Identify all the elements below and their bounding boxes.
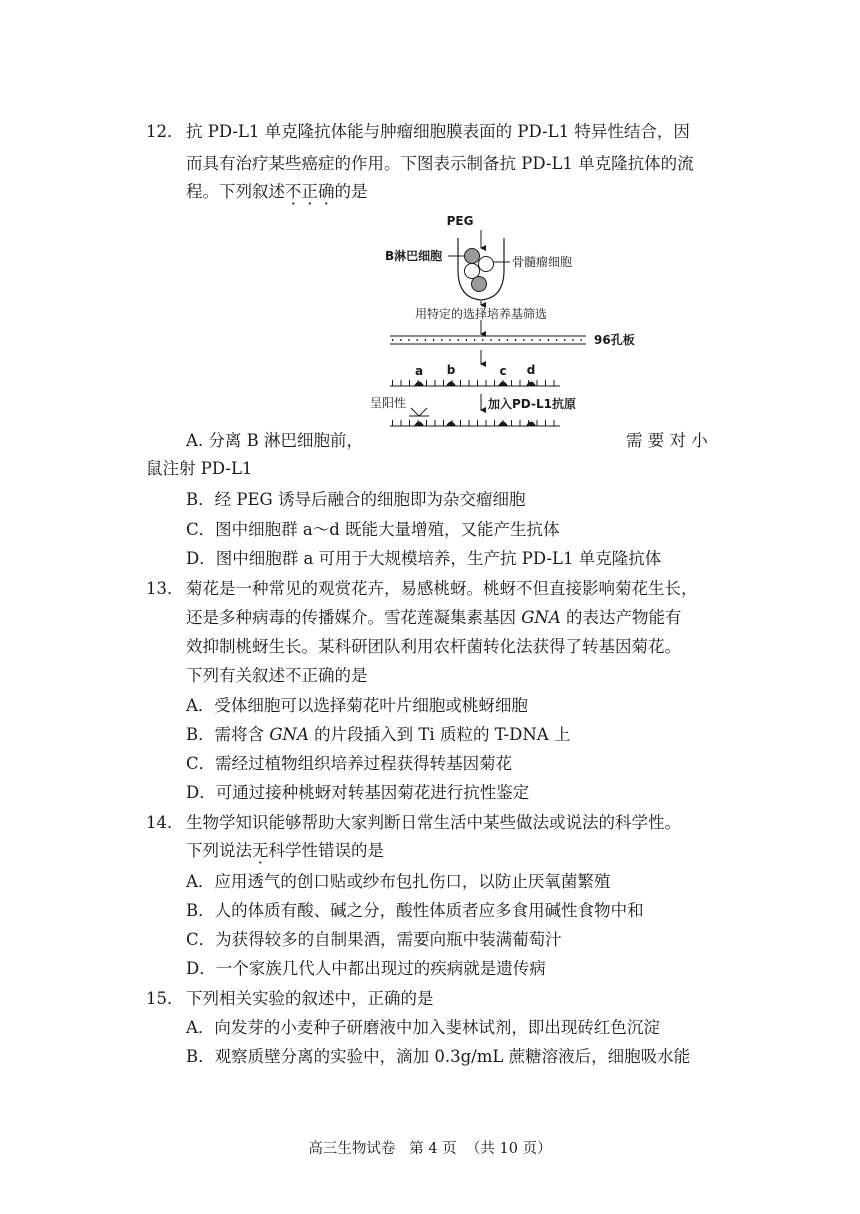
screen-label: 用特定的选择培养基筛选 bbox=[414, 306, 548, 321]
stem-text: 的是 bbox=[334, 182, 368, 201]
emphasis-char: 正 bbox=[301, 182, 318, 201]
stem-text: 程。下列叙述 bbox=[186, 182, 285, 201]
question-13-number: 13． bbox=[146, 579, 184, 598]
monoclonal-antibody-flow-diagram bbox=[370, 208, 640, 430]
question-12-stem-line-2: 而具有治疗某些癌症的作用。下图表示制备抗 PD-L1 单克隆抗体的流 bbox=[186, 154, 694, 173]
myeloma-label: 骨髓瘤细胞 bbox=[512, 255, 573, 269]
emphasis-char: 确 bbox=[318, 182, 335, 201]
question-15-number: 15． bbox=[146, 989, 184, 1008]
gene-name: GNA bbox=[521, 608, 561, 627]
b-cell-label: B淋巴细胞 bbox=[385, 249, 443, 263]
emphasis-char: 无 bbox=[252, 841, 269, 860]
b-cell-circle bbox=[465, 249, 480, 264]
question-12-option-a-cont: 鼠注射 PD-L1 bbox=[146, 459, 253, 478]
question-13-stem-line-4: 下列有关叙述不正确的是 bbox=[186, 666, 368, 685]
question-13-stem-line-1: 菊花是一种常见的观赏花卉，易感桃蚜。桃蚜不但直接影响菊花生长， bbox=[186, 579, 698, 598]
colony-b bbox=[446, 382, 456, 387]
colony-c bbox=[498, 382, 508, 387]
question-15-stem-line-1: 下列相关实验的叙述中，正确的是 bbox=[186, 989, 434, 1008]
colony-d bbox=[526, 382, 536, 387]
positive-label: 呈阳性 bbox=[370, 396, 407, 410]
fused-cell-circle bbox=[472, 277, 487, 292]
question-15-option-a: A．向发芽的小麦种子研磨液中加入斐林试剂，即出现砖红色沉淀 bbox=[186, 1018, 660, 1037]
question-13-option-c: C．需经过植物组织培养过程获得转基因菊花 bbox=[186, 754, 513, 773]
question-13-stem-line-2 bbox=[186, 608, 682, 628]
question-15-option-b: B．观察质壁分离的实验中，滴加 0.3g/mL 蔗糖溶液后，细胞吸水能 bbox=[186, 1047, 691, 1066]
myeloma-cell-circle bbox=[479, 257, 494, 272]
page-footer: 高三生物试卷 第 4 页 （共 10 页） bbox=[308, 1141, 552, 1157]
question-14-option-c: C．为获得较多的自制果酒，需要向瓶中装满葡萄汁 bbox=[186, 930, 562, 949]
question-14-option-a: A．应用透气的创口贴或纱布包扎伤口，以防止厌氧菌繁殖 bbox=[186, 872, 611, 891]
question-13-option-d: D．可通过接种桃蚜对转基因菊花进行抗性鉴定 bbox=[186, 783, 530, 802]
stem-text: 科学性错误的是 bbox=[268, 841, 384, 860]
colony-c-2 bbox=[498, 422, 508, 427]
question-13-option-b bbox=[186, 725, 570, 745]
question-14-stem-line-2 bbox=[186, 841, 384, 861]
question-12-option-c: C．图中细胞群 a～d 既能大量增殖，又能产生抗体 bbox=[186, 520, 560, 539]
positive-burst-icon bbox=[409, 408, 429, 416]
question-13-option-a: A．受体细胞可以选择菊花叶片细胞或桃蚜细胞 bbox=[186, 696, 528, 715]
plate-label: 96孔板 bbox=[594, 333, 635, 347]
colony-a-2 bbox=[414, 422, 424, 427]
peg-label: PEG bbox=[446, 214, 474, 228]
well-label-d: d bbox=[526, 363, 536, 377]
question-14-stem-line-1: 生物学知识能够帮助大家判断日常生活中某些做法或说法的科学性。 bbox=[186, 813, 681, 832]
question-13-stem-line-3: 效抑制桃蚜生长。某科研团队利用农杆菌转化法获得了转基因菊花。 bbox=[186, 637, 681, 656]
gene-name: GNA bbox=[269, 725, 309, 744]
well-label-c: c bbox=[499, 364, 507, 378]
well-label-b: b bbox=[446, 363, 456, 377]
question-12-stem-line-3 bbox=[186, 182, 368, 202]
question-12-option-d: D．图中细胞群 a 可用于大规模培养，生产抗 PD-L1 单克隆抗体 bbox=[186, 549, 662, 568]
question-12-option-a: A. 分离 B 淋巴细胞前， bbox=[186, 431, 364, 450]
colony-d-2 bbox=[526, 422, 536, 427]
emphasis-char: 不 bbox=[285, 182, 302, 201]
question-14-option-d: D．一个家族几代人中都出现过的疾病就是遗传病 bbox=[186, 959, 546, 978]
stem-text: 还是多种病毒的传播媒介。雪花莲凝集素基因 bbox=[186, 608, 522, 627]
option-text: B．需将含 bbox=[186, 725, 270, 744]
question-12-number: 12． bbox=[146, 122, 184, 141]
question-14-option-b: B．人的体质有酸、碱之分，酸性体质者应多食用碱性食物中和 bbox=[186, 901, 644, 920]
question-12-option-a-right: 需 要 对 小 bbox=[626, 431, 708, 450]
colony-a bbox=[414, 382, 424, 387]
question-12-option-b: B．经 PEG 诱导后融合的细胞即为杂交瘤细胞 bbox=[186, 490, 526, 509]
question-14-number: 14． bbox=[146, 813, 184, 832]
well-label-a: a bbox=[414, 364, 424, 378]
stem-text: 下列说法 bbox=[186, 841, 252, 860]
antigen-label: 加入PD-L1抗原 bbox=[488, 397, 576, 411]
colony-b-2 bbox=[446, 422, 456, 427]
option-text: 的片段插入到 Ti 质粒的 T-DNA 上 bbox=[308, 725, 571, 744]
question-12-stem-line-1: 抗 PD-L1 单克隆抗体能与肿瘤细胞膜表面的 PD-L1 特异性结合，因 bbox=[186, 122, 690, 141]
stem-text: 的表达产物能有 bbox=[560, 608, 682, 627]
